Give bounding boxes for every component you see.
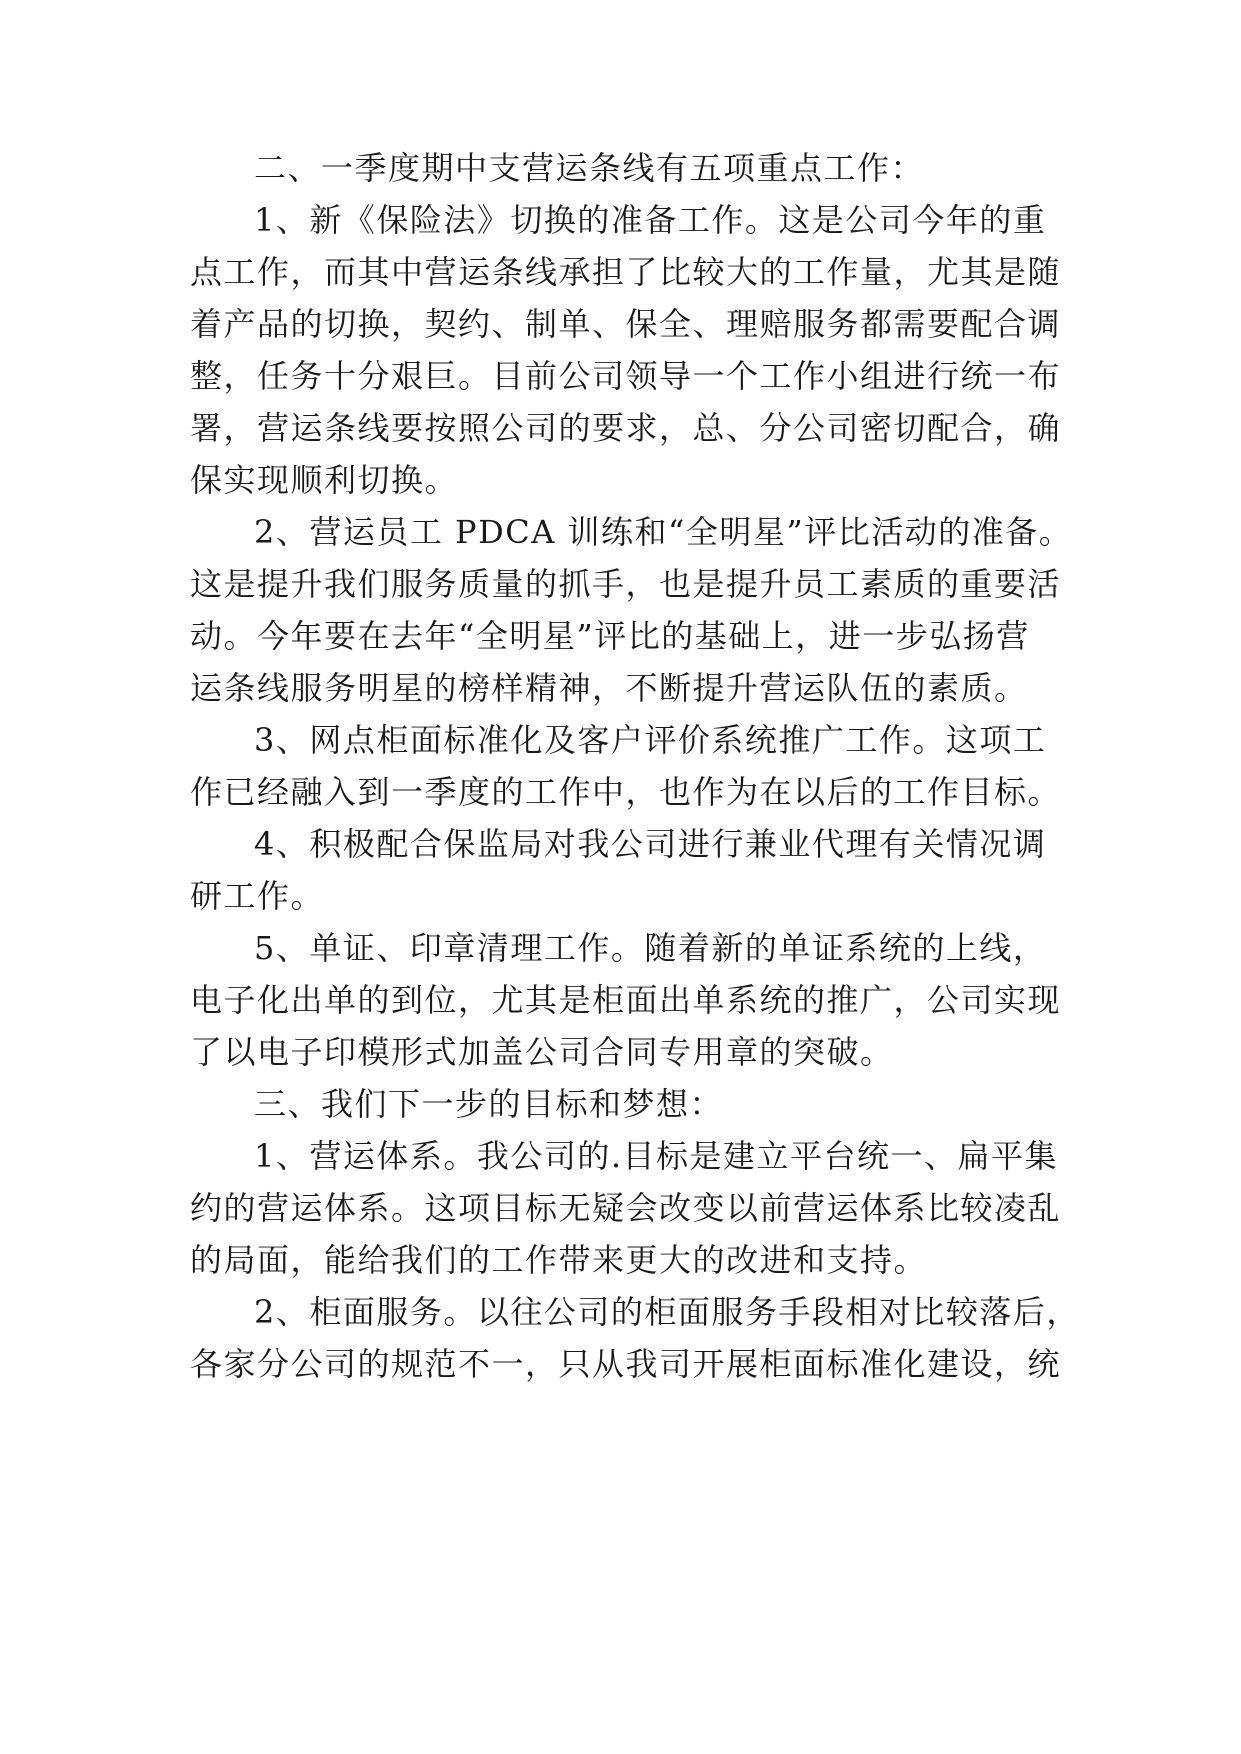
paragraph-line: 3、网点柜面标准化及客户评价系统推广工作。这项工 (254, 721, 1047, 759)
paragraph-line: 各家分公司的规范不一，只从我司开展柜面标准化建设，统 (190, 1345, 1062, 1383)
paragraph-line: 运条线服务明星的榜样精神，不断提升营运队伍的素质。 (190, 669, 1028, 707)
paragraph-line: 点工作，而其中营运条线承担了比较大的工作量，尤其是随 (190, 253, 1062, 291)
paragraph-line: 整，任务十分艰巨。目前公司领导一个工作小组进行统一布 (190, 357, 1062, 395)
paragraph-line: 约的营运体系。这项目标无疑会改变以前营运体系比较凌乱 (190, 1189, 1062, 1227)
paragraph-line: 4、积极配合保监局对我公司进行兼业代理有关情况调 (254, 825, 1047, 863)
paragraph-line: 1、营运体系。我公司的.目标是建立平台统一、扁平集 (254, 1137, 1059, 1175)
paragraph-line: 保实现顺利切换。 (190, 461, 459, 499)
paragraph-line: 了以电子印模形式加盖公司合同专用章的突破。 (190, 1033, 894, 1071)
paragraph-line: 的局面，能给我们的工作带来更大的改进和支持。 (190, 1241, 928, 1279)
paragraph-line: 动。今年要在去年“全明星”评比的基础上，进一步弘扬营 (190, 617, 1030, 655)
paragraph-line: 着产品的切换，契约、制单、保全、理赔服务都需要配合调 (190, 305, 1062, 343)
paragraph-line: 研工作。 (190, 877, 325, 915)
section-heading-2: 二、一季度期中支营运条线有五项重点工作： (254, 149, 925, 187)
section-heading-3: 三、我们下一步的目标和梦想： (254, 1085, 724, 1123)
paragraph-line: 2、柜面服务。以往公司的柜面服务手段相对比较落后， (254, 1293, 1080, 1331)
paragraph-line: 5、单证、印章清理工作。随着新的单证系统的上线， (254, 929, 1047, 967)
paragraph-line: 2、营运员工 PDCA 训练和“全明星”评比活动的准备。 (254, 513, 1073, 551)
paragraph-line: 1、新《保险法》切换的准备工作。这是公司今年的重 (254, 201, 1047, 239)
paragraph-line: 电子化出单的到位，尤其是柜面出单系统的推广，公司实现 (190, 981, 1062, 1019)
paragraph-line: 作已经融入到一季度的工作中，也作为在以后的工作目标。 (190, 773, 1062, 811)
paragraph-line: 署，营运条线要按照公司的要求，总、分公司密切配合，确 (190, 409, 1062, 447)
paragraph-line: 这是提升我们服务质量的抓手，也是提升员工素质的重要活 (190, 565, 1062, 603)
